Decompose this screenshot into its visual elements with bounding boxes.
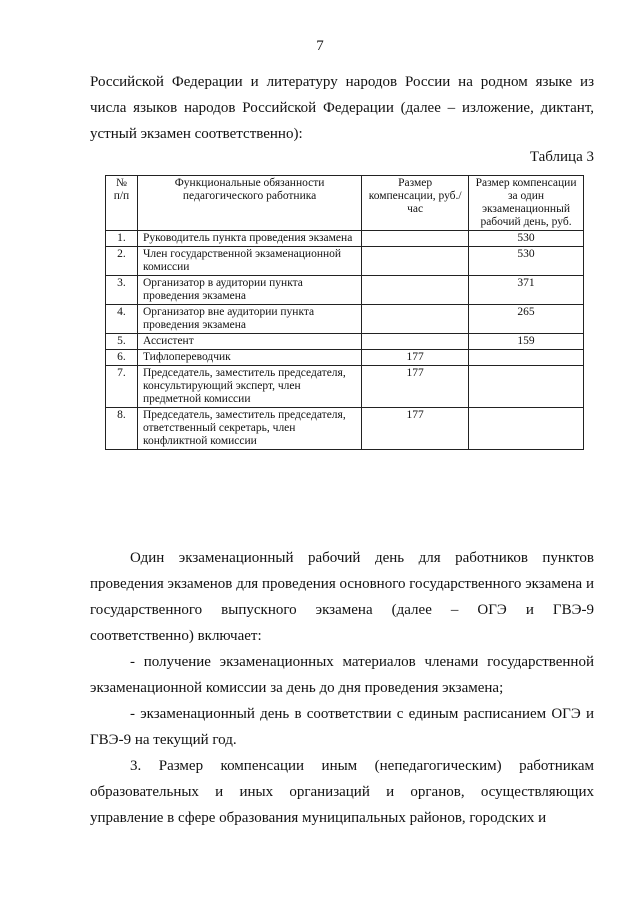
row-per-day: 265 bbox=[469, 305, 584, 334]
row-role: Председатель, заместитель председателя, консультирующий эксперт, член предметной комиссии bbox=[137, 366, 361, 408]
row-number: 8. bbox=[106, 408, 138, 450]
row-per-hour: 177 bbox=[362, 366, 469, 408]
row-per-hour bbox=[362, 247, 469, 276]
row-per-hour bbox=[362, 334, 469, 350]
header-rate-per-day: Размер компенсации за один экзаменационный рабочий день, руб. bbox=[469, 176, 584, 231]
body-paragraph: Один экзаменационный рабочий день для работников пунктов проведения экзаменов для проведения основного государственного экзамена и государственного выпускного экзамена (далее – ОГЭ и ГВЭ-9 соответственно) включает: bbox=[90, 550, 594, 644]
row-role: Тифлопереводчик bbox=[137, 350, 361, 366]
row-number: 6. bbox=[106, 350, 138, 366]
header-duties: Функциональные обязанности педагогического работника bbox=[137, 176, 361, 231]
page-number: 7 bbox=[316, 38, 324, 54]
row-number: 2. bbox=[106, 247, 138, 276]
body-paragraph: - получение экзаменационных материалов членами государственной экзаменационной комиссии за день до дня проведения экзамена; bbox=[90, 654, 594, 696]
row-per-day bbox=[469, 366, 584, 408]
table-row bbox=[106, 247, 584, 276]
row-per-hour: 177 bbox=[362, 350, 469, 366]
row-number: 3. bbox=[106, 276, 138, 305]
row-role: Организатор в аудитории пункта проведения экзамена bbox=[137, 276, 361, 305]
table-caption: Таблица 3 bbox=[529, 149, 594, 165]
table-row bbox=[106, 231, 584, 247]
row-per-hour: 177 bbox=[362, 408, 469, 450]
row-per-day: 159 bbox=[469, 334, 584, 350]
table-header-row bbox=[106, 176, 584, 231]
row-per-day: 371 bbox=[469, 276, 584, 305]
row-role: Член государственной экзаменационной комиссии bbox=[137, 247, 361, 276]
row-number: 1. bbox=[106, 231, 138, 247]
header-rate-per-hour: Размер компенсации, руб./час bbox=[362, 176, 469, 231]
row-per-day bbox=[469, 408, 584, 450]
body-paragraph: - экзаменационный день в соответствии с единым расписанием ОГЭ и ГВЭ-9 на текущий год. bbox=[90, 706, 594, 748]
row-per-hour bbox=[362, 305, 469, 334]
intro-paragraph: Российской Федерации и литературу народов России на родном языке из числа языков народов Российской Федерации (далее – изложение, диктант, устный экзамен соответственно): bbox=[90, 74, 594, 142]
table-row bbox=[106, 305, 584, 334]
row-per-day: 530 bbox=[469, 231, 584, 247]
row-role: Организатор вне аудитории пункта проведения экзамена bbox=[137, 305, 361, 334]
row-role: Председатель, заместитель председателя, ответственный секретарь, член конфликтной комиссии bbox=[137, 408, 361, 450]
compensation-table bbox=[105, 175, 584, 450]
header-number: № п/п bbox=[106, 176, 138, 231]
row-per-hour bbox=[362, 231, 469, 247]
row-per-day: 530 bbox=[469, 247, 584, 276]
table-row bbox=[106, 350, 584, 366]
body-paragraph: 3. Размер компенсации иным (непедагогическим) работникам образовательных и иных организаций и органов, осуществляющих управление в сфере образования муниципальных районов, городских и bbox=[90, 758, 594, 826]
table-row bbox=[106, 334, 584, 350]
row-number: 7. bbox=[106, 366, 138, 408]
row-role: Ассистент bbox=[137, 334, 361, 350]
table-row bbox=[106, 276, 584, 305]
table-row bbox=[106, 408, 584, 450]
row-per-day bbox=[469, 350, 584, 366]
row-number: 4. bbox=[106, 305, 138, 334]
row-role: Руководитель пункта проведения экзамена bbox=[137, 231, 361, 247]
table-row bbox=[106, 366, 584, 408]
row-per-hour bbox=[362, 276, 469, 305]
row-number: 5. bbox=[106, 334, 138, 350]
